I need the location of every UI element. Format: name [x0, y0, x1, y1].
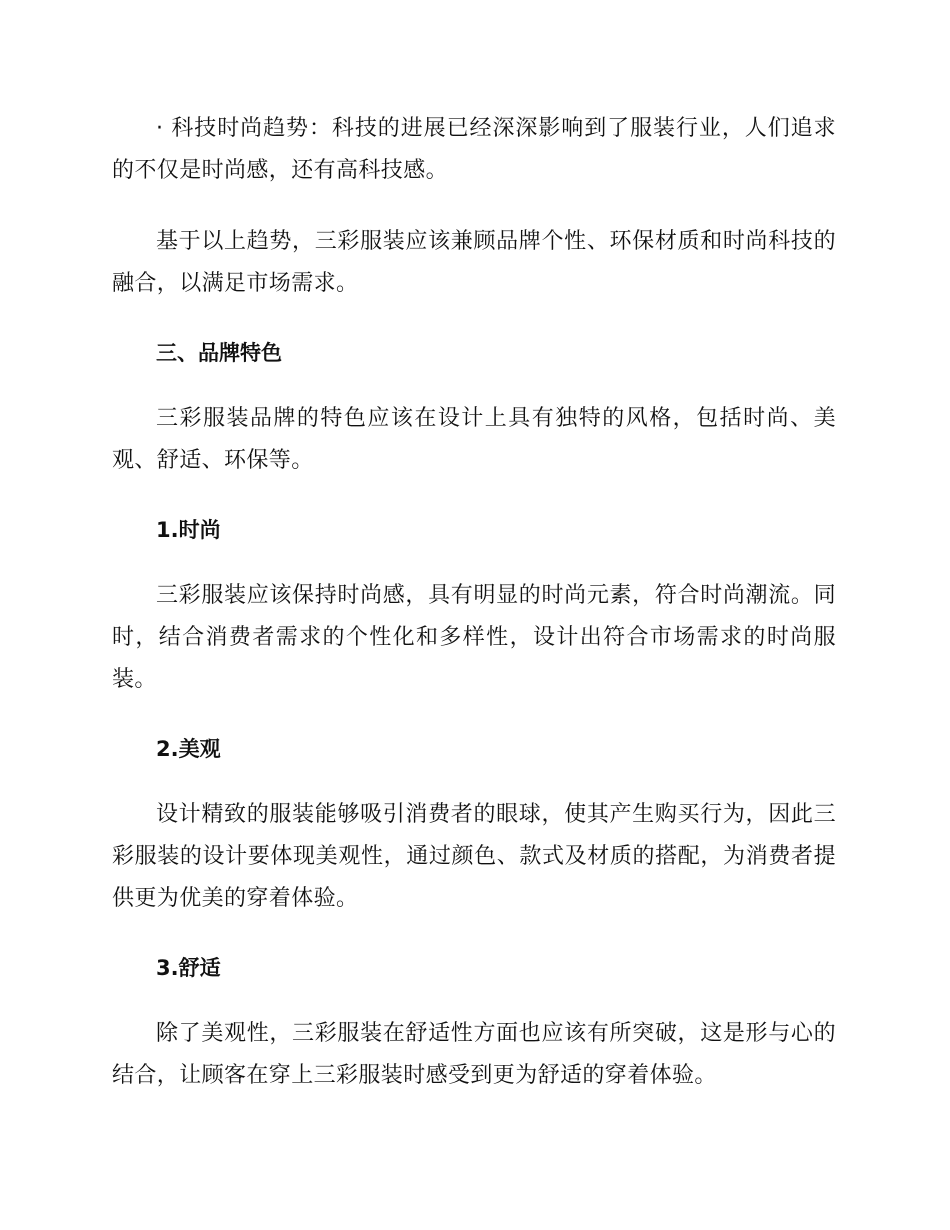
brand-features-intro-paragraph: 三彩服装品牌的特色应该在设计上具有独特的风格，包括时尚、美观、舒适、环保等。	[112, 406, 836, 473]
document-body	[112, 108, 836, 1097]
comfort-paragraph: 除了美观性，三彩服装在舒适性方面也应该有所突破，这是形与心的结合，让顾客在穿上三彩服装时感受到更为舒适的穿着体验。	[112, 1021, 836, 1088]
subheading-aesthetics: 2.美观	[156, 737, 221, 761]
trend-summary-paragraph: 基于以上趋势，三彩服装应该兼顾品牌个性、环保材质和时尚科技的融合，以满足市场需求。	[112, 229, 836, 296]
subheading-comfort: 3.舒适	[156, 956, 221, 980]
fashion-paragraph: 三彩服装应该保持时尚感，具有明显的时尚元素，符合时尚潮流。同时，结合消费者需求的个性化和多样性，设计出符合市场需求的时尚服装。	[112, 583, 836, 692]
subheading-fashion: 1.时尚	[156, 518, 221, 542]
section-heading-brand-features: 三、品牌特色	[156, 341, 282, 365]
trend-tech-fashion-paragraph: · 科技时尚趋势：科技的进展已经深深影响到了服装行业，人们追求的不仅是时尚感，还有高科技感。	[112, 116, 836, 183]
aesthetics-paragraph: 设计精致的服装能够吸引消费者的眼球，使其产生购买行为，因此三彩服装的设计要体现美观性，通过颜色、款式及材质的搭配，为消费者提供更为优美的穿着体验。	[112, 802, 836, 911]
